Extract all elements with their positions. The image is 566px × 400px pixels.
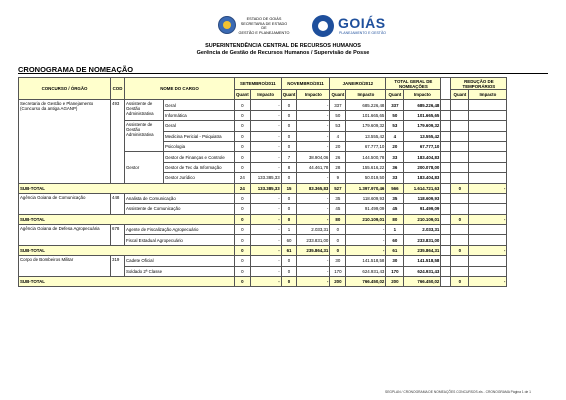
- subtotal-label: SUB-TOTAL: [19, 277, 235, 287]
- column-gap: [441, 162, 451, 172]
- cargo-cell: Medicina Pericial - Psiquiatra: [164, 131, 235, 141]
- column-gap: [441, 256, 451, 266]
- subtotal-value: 0: [235, 245, 251, 255]
- value-cell: 179.609,32: [346, 121, 386, 131]
- value-cell: -: [297, 266, 330, 276]
- subtotal-value: 0: [451, 183, 469, 193]
- table-header-row: [19, 78, 507, 90]
- value-cell: 67.777,10: [404, 141, 441, 151]
- reducao-empty-cell: [469, 152, 507, 162]
- value-cell: 118.609,93: [404, 193, 441, 203]
- value-cell: 0: [235, 100, 251, 110]
- value-cell: 141.518,58: [404, 256, 441, 266]
- subtotal-value: -: [469, 245, 507, 255]
- value-cell: 685.226,48: [404, 100, 441, 110]
- value-cell: 0: [235, 110, 251, 120]
- area-cell: Gestor: [125, 152, 164, 183]
- value-cell: 67.777,10: [346, 141, 386, 151]
- column-gap: [441, 193, 451, 203]
- value-cell: 28: [330, 162, 346, 172]
- value-cell: 0: [281, 193, 297, 203]
- value-cell: 141.518,58: [346, 256, 386, 266]
- value-cell: 133.385,33: [250, 173, 281, 183]
- value-cell: 0: [235, 204, 251, 214]
- subtotal-value: 80: [330, 214, 346, 224]
- column-gap: [441, 173, 451, 183]
- value-cell: 170: [330, 266, 346, 276]
- value-cell: 35: [330, 193, 346, 203]
- col-header-quant: Quant: [281, 90, 297, 100]
- col-header-quant: Quant: [451, 90, 469, 100]
- cargo-cell: Gestor de Tec da Informação: [164, 162, 235, 172]
- subtotal-label: SUB-TOTAL: [19, 214, 235, 224]
- value-cell: 2.033,31: [404, 225, 441, 235]
- col-header-quant: Quant: [235, 90, 251, 100]
- subtotal-value: 15: [281, 183, 297, 193]
- subtotal-value: 0: [281, 277, 297, 287]
- nomination-schedule-table: [18, 77, 507, 287]
- value-cell: 183.404,83: [404, 173, 441, 183]
- column-gap: [441, 78, 451, 100]
- reducao-empty-cell: [469, 100, 507, 110]
- column-gap: [441, 214, 451, 224]
- table-row: [19, 100, 507, 110]
- subtotal-label: SUB-TOTAL: [19, 183, 235, 193]
- col-header-impacto: Impacto: [297, 90, 330, 100]
- col-header-impacto: Impacto: [469, 90, 507, 100]
- value-cell: 53: [386, 121, 404, 131]
- value-cell: 0: [235, 235, 251, 245]
- value-cell: -: [250, 152, 281, 162]
- cargo-cell: Soldado 2ª Classe: [125, 266, 235, 276]
- value-cell: 101.665,65: [404, 110, 441, 120]
- area-cell: Assistente de Gestão Administrativa: [125, 100, 164, 121]
- reducao-empty-cell: [469, 256, 507, 266]
- cod-cell: 493: [111, 100, 125, 183]
- subtotal-value: -: [250, 245, 281, 255]
- value-cell: 2.033,31: [297, 225, 330, 235]
- value-cell: -: [250, 193, 281, 203]
- subtotal-row: [19, 214, 507, 224]
- reducao-empty-cell: [451, 266, 469, 276]
- reducao-empty-cell: [451, 225, 469, 235]
- cargo-cell: Gestor Jurídico: [164, 173, 235, 183]
- subtotal-value: -: [297, 214, 330, 224]
- cargo-cell: Fiscal Estadual Agropecuário: [125, 235, 235, 245]
- value-cell: 44.461,78: [297, 162, 330, 172]
- value-cell: 0: [281, 131, 297, 141]
- reducao-empty-cell: [451, 131, 469, 141]
- value-cell: -: [250, 121, 281, 131]
- column-gap: [441, 183, 451, 193]
- value-cell: 1: [386, 225, 404, 235]
- value-cell: -: [297, 173, 330, 183]
- column-gap: [441, 100, 451, 110]
- value-cell: 0: [281, 173, 297, 183]
- reducao-empty-cell: [451, 121, 469, 131]
- reducao-empty-cell: [451, 193, 469, 203]
- cargo-cell: Geral: [164, 121, 235, 131]
- table-row: [19, 193, 507, 203]
- value-cell: -: [297, 131, 330, 141]
- subtotal-value: -: [346, 245, 386, 255]
- subtotal-value: 0: [235, 214, 251, 224]
- subtotal-value: 766.450,02: [404, 277, 441, 287]
- value-cell: 50: [386, 110, 404, 120]
- subtotal-value: 766.450,02: [346, 277, 386, 287]
- value-cell: 9: [330, 173, 346, 183]
- value-cell: 45: [386, 204, 404, 214]
- value-cell: 155.616,22: [346, 162, 386, 172]
- cargo-cell: Assistente de Comunicação: [125, 204, 235, 214]
- value-cell: 60: [281, 235, 297, 245]
- subtotal-value: 200: [330, 277, 346, 287]
- value-cell: 144.500,78: [346, 152, 386, 162]
- value-cell: -: [250, 100, 281, 110]
- cargo-cell: Agente de Fiscalização Agropecuário: [125, 225, 235, 235]
- value-cell: 35: [386, 193, 404, 203]
- value-cell: -: [297, 193, 330, 203]
- orgao-cell: Agência Goiana de Defesa Agropecuária: [19, 225, 111, 246]
- subtotal-value: 0: [451, 245, 469, 255]
- orgao-cell: Corpo de Bombeiros Militar: [19, 256, 111, 277]
- column-gap: [441, 110, 451, 120]
- value-cell: 0: [235, 225, 251, 235]
- col-header-novembro: NOVEMBRO/2011: [281, 78, 330, 90]
- reducao-empty-cell: [469, 121, 507, 131]
- column-gap: [441, 245, 451, 255]
- cargo-cell: Geral: [164, 100, 235, 110]
- value-cell: 50.019,50: [346, 173, 386, 183]
- value-cell: 101.665,65: [346, 110, 386, 120]
- subtotal-value: 235.864,31: [404, 245, 441, 255]
- cargo-cell: Informática: [164, 110, 235, 120]
- value-cell: 45: [330, 204, 346, 214]
- reducao-empty-cell: [451, 100, 469, 110]
- value-cell: 0: [281, 256, 297, 266]
- subtotal-value: 61: [281, 245, 297, 255]
- value-cell: 179.609,32: [404, 121, 441, 131]
- cod-cell: 448: [111, 193, 125, 214]
- value-cell: 0: [281, 100, 297, 110]
- subtotal-value: 80: [386, 214, 404, 224]
- goias-tagline: PLANEJAMENTO E GESTÃO: [339, 31, 387, 35]
- value-cell: 0: [235, 121, 251, 131]
- value-cell: 685.226,48: [346, 100, 386, 110]
- column-gap: [441, 121, 451, 131]
- superintendencia-heading: SUPERINTENDÊNCIA CENTRAL DE RECURSOS HUMANOS: [205, 43, 361, 49]
- value-cell: 60: [386, 235, 404, 245]
- value-cell: 0: [235, 266, 251, 276]
- col-header-cargo: NOME DO CARGO: [125, 78, 235, 100]
- reducao-empty-cell: [451, 204, 469, 214]
- value-cell: -: [250, 235, 281, 245]
- subtotal-value: -: [469, 277, 507, 287]
- cargo-cell: Cadete Oficial: [125, 256, 235, 266]
- subtotal-value: 566: [386, 183, 404, 193]
- col-header-total: TOTAL GERAL DE NOMEAÇÕES: [386, 78, 441, 90]
- reducao-empty-cell: [469, 141, 507, 151]
- value-cell: 30: [386, 256, 404, 266]
- value-cell: 0: [235, 141, 251, 151]
- value-cell: 0: [281, 204, 297, 214]
- reducao-empty-cell: [451, 235, 469, 245]
- value-cell: 233.831,00: [297, 235, 330, 245]
- value-cell: 30: [330, 256, 346, 266]
- value-cell: 4: [330, 131, 346, 141]
- value-cell: 170: [386, 266, 404, 276]
- state-seal-icon: [218, 16, 236, 34]
- value-cell: -: [250, 204, 281, 214]
- value-cell: 1: [281, 225, 297, 235]
- col-header-quant: Quant: [386, 90, 404, 100]
- seal-line-2: SECRETARIA DE ESTADO DE: [240, 21, 288, 31]
- col-header-impacto: Impacto: [346, 90, 386, 100]
- column-gap: [441, 152, 451, 162]
- header-logos: [218, 16, 458, 38]
- value-cell: 624.931,43: [346, 266, 386, 276]
- value-cell: 0: [281, 141, 297, 151]
- reducao-empty-cell: [451, 110, 469, 120]
- value-cell: 91.499,09: [404, 204, 441, 214]
- col-header-setembro: SETEMBRO/2011: [235, 78, 282, 90]
- value-cell: 24: [235, 173, 251, 183]
- value-cell: 0: [281, 121, 297, 131]
- reducao-empty-cell: [469, 173, 507, 183]
- orgao-cell: Agência Goiana de Comunicação: [19, 193, 111, 214]
- value-cell: 337: [330, 100, 346, 110]
- cargo-cell: Psicologia: [164, 141, 235, 151]
- value-cell: 8: [281, 162, 297, 172]
- subtotal-value: 527: [330, 183, 346, 193]
- reducao-empty-cell: [469, 225, 507, 235]
- value-cell: -: [346, 235, 386, 245]
- value-cell: 4: [386, 131, 404, 141]
- value-cell: -: [250, 162, 281, 172]
- value-cell: 0: [330, 225, 346, 235]
- seal-caption: [238, 17, 290, 35]
- column-gap: [441, 204, 451, 214]
- subtotal-value: 133.385,33: [250, 183, 281, 193]
- value-cell: -: [250, 131, 281, 141]
- subtotal-value: 1.614.721,63: [404, 183, 441, 193]
- value-cell: 0: [235, 193, 251, 203]
- value-cell: 36: [386, 162, 404, 172]
- value-cell: -: [250, 141, 281, 151]
- cod-cell: 678: [111, 225, 125, 246]
- page-footer: SEGPLAN / CRONOGRAMA DE NOMEAÇÕES CONCURSOS.xls - CRONOGRAMA Página 1 de 1: [385, 390, 532, 394]
- value-cell: 20: [386, 141, 404, 151]
- cargo-cell: Analista de Comunicação: [125, 193, 235, 203]
- value-cell: 33: [386, 152, 404, 162]
- col-header-impacto: Impacto: [404, 90, 441, 100]
- col-header-quant: Quant: [330, 90, 346, 100]
- value-cell: 0: [235, 256, 251, 266]
- value-cell: -: [297, 141, 330, 151]
- col-header-orgao: CONCURSO / ÓRGÃO: [19, 78, 111, 100]
- value-cell: 33: [386, 173, 404, 183]
- reducao-empty-cell: [469, 235, 507, 245]
- seal-line-3: GESTÃO E PLANEJAMENTO: [238, 30, 290, 35]
- goias-logo-icon: [312, 15, 334, 37]
- subtotal-label: SUB-TOTAL: [19, 245, 235, 255]
- reducao-empty-cell: [469, 193, 507, 203]
- subtotal-value: 83.365,83: [297, 183, 330, 193]
- value-cell: 50: [330, 110, 346, 120]
- value-cell: -: [346, 225, 386, 235]
- subtotal-row: [19, 183, 507, 193]
- title-divider: [18, 73, 548, 74]
- subtotal-value: 24: [235, 183, 251, 193]
- reducao-empty-cell: [469, 266, 507, 276]
- reducao-empty-cell: [469, 204, 507, 214]
- subtotal-value: 210.109,01: [404, 214, 441, 224]
- value-cell: 0: [281, 110, 297, 120]
- value-cell: 38.904,06: [297, 152, 330, 162]
- subtotal-value: -: [250, 277, 281, 287]
- reducao-empty-cell: [469, 131, 507, 141]
- area-cell: Assistente de Gestão Administrativa: [125, 121, 164, 152]
- value-cell: -: [297, 204, 330, 214]
- cod-cell: 319: [111, 256, 125, 277]
- subtotal-value: 1.397.970,46: [346, 183, 386, 193]
- value-cell: -: [250, 266, 281, 276]
- value-cell: 53: [330, 121, 346, 131]
- value-cell: 13.555,42: [404, 131, 441, 141]
- col-header-reducao: REDUÇÃO DE TEMPORÁRIOS: [451, 78, 507, 90]
- subtotal-value: 235.864,31: [297, 245, 330, 255]
- subtotal-value: 0: [451, 214, 469, 224]
- reducao-empty-cell: [451, 256, 469, 266]
- subtotal-value: 200: [386, 277, 404, 287]
- subtotal-value: 61: [386, 245, 404, 255]
- value-cell: 0: [235, 131, 251, 141]
- col-header-impacto: Impacto: [250, 90, 281, 100]
- value-cell: -: [297, 100, 330, 110]
- value-cell: 0: [330, 235, 346, 245]
- value-cell: 0: [281, 266, 297, 276]
- page-title: CRONOGRAMA DE NOMEAÇÃO: [18, 65, 134, 74]
- reducao-empty-cell: [469, 162, 507, 172]
- value-cell: -: [250, 256, 281, 266]
- value-cell: 183.404,83: [404, 152, 441, 162]
- seal-line-1: ESTADO DE GOIÁS: [246, 17, 282, 21]
- value-cell: -: [297, 121, 330, 131]
- value-cell: 20: [330, 141, 346, 151]
- table-row: [19, 256, 507, 266]
- reducao-empty-cell: [451, 162, 469, 172]
- subtotal-value: -: [297, 277, 330, 287]
- subtotal-value: 0: [281, 214, 297, 224]
- value-cell: -: [297, 110, 330, 120]
- value-cell: 624.931,43: [404, 266, 441, 276]
- value-cell: 13.555,42: [346, 131, 386, 141]
- column-gap: [441, 131, 451, 141]
- column-gap: [441, 235, 451, 245]
- reducao-empty-cell: [451, 173, 469, 183]
- value-cell: -: [297, 256, 330, 266]
- subtotal-value: 0: [451, 277, 469, 287]
- col-header-janeiro: JANEIRO/2012: [330, 78, 386, 90]
- col-header-cod: COD: [111, 78, 125, 100]
- orgao-cell: Secretaria de Gestão e Planejamento (Concurso da antiga AGANP): [19, 100, 111, 183]
- value-cell: 200.078,00: [404, 162, 441, 172]
- value-cell: 91.499,09: [346, 204, 386, 214]
- column-gap: [441, 225, 451, 235]
- column-gap: [441, 277, 451, 287]
- subtotal-value: 0: [235, 277, 251, 287]
- value-cell: 118.609,93: [346, 193, 386, 203]
- subtotal-value: -: [469, 183, 507, 193]
- subtotal-value: 210.109,01: [346, 214, 386, 224]
- goias-brand: GOIÁS: [338, 15, 386, 31]
- value-cell: -: [250, 225, 281, 235]
- subtotal-row: [19, 245, 507, 255]
- gerencia-heading: Gerência de Gestão de Recursos Humanos / Supervisão de Posse: [196, 50, 370, 56]
- subtotal-value: -: [250, 214, 281, 224]
- reducao-empty-cell: [469, 110, 507, 120]
- subtotal-value: 0: [330, 245, 346, 255]
- value-cell: 0: [235, 152, 251, 162]
- value-cell: 233.831,00: [404, 235, 441, 245]
- table-row: [19, 225, 507, 235]
- value-cell: 7: [281, 152, 297, 162]
- value-cell: 26: [330, 152, 346, 162]
- reducao-empty-cell: [451, 141, 469, 151]
- subtotal-row: [19, 277, 507, 287]
- column-gap: [441, 266, 451, 276]
- column-gap: [441, 141, 451, 151]
- value-cell: 0: [235, 162, 251, 172]
- reducao-empty-cell: [451, 152, 469, 162]
- value-cell: 337: [386, 100, 404, 110]
- cargo-cell: Gestor de Finanças e Controle: [164, 152, 235, 162]
- subtotal-value: -: [469, 214, 507, 224]
- value-cell: -: [250, 110, 281, 120]
